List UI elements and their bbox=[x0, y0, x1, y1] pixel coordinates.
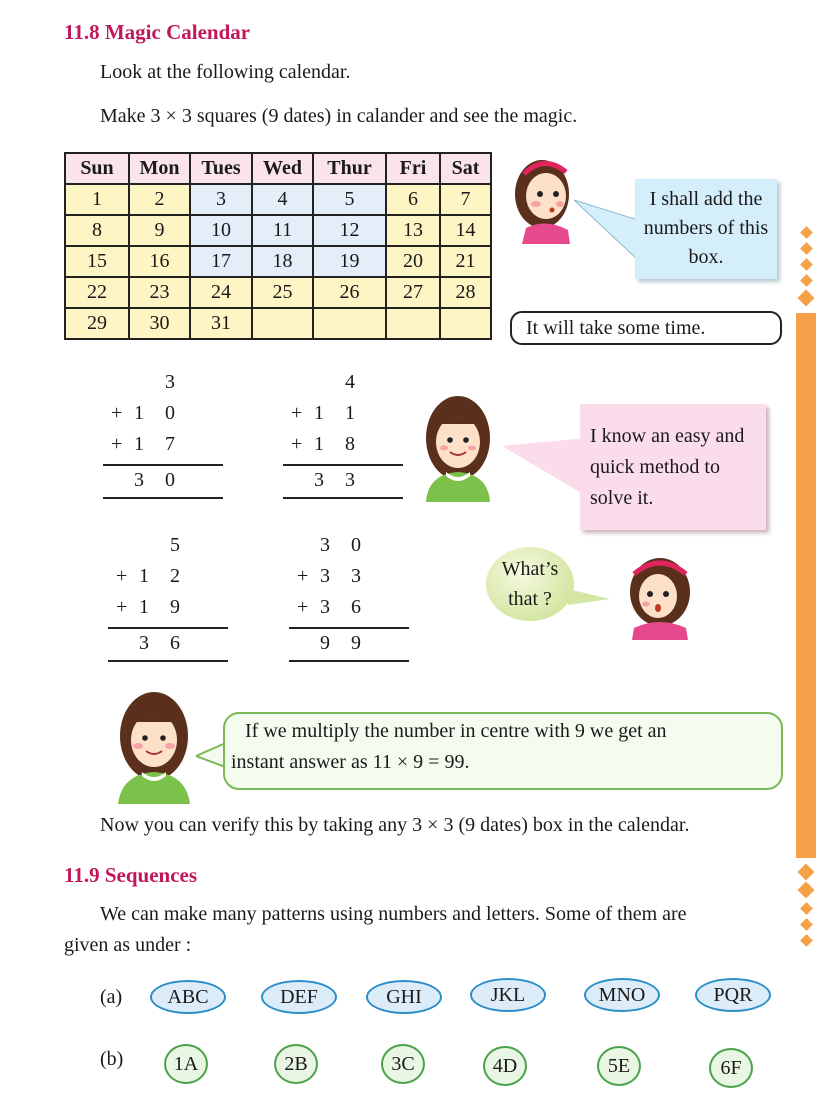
speech-tail bbox=[500, 430, 590, 500]
sum-top: 3 0 bbox=[320, 534, 369, 556]
sum-result: 3 3 bbox=[314, 469, 363, 491]
sum-addend: 1 7 bbox=[134, 433, 183, 455]
calendar-cell bbox=[386, 308, 440, 339]
calendar-header-wed: Wed bbox=[252, 153, 313, 184]
plus-sign: + bbox=[291, 402, 303, 424]
calendar-cell: 9 bbox=[129, 215, 190, 246]
answer-line-1: If we multiply the number in centre with 9 we get an bbox=[245, 720, 667, 742]
calendar-cell: 24 bbox=[190, 277, 252, 308]
calendar-cell: 26 bbox=[313, 277, 386, 308]
addition-sum-3 bbox=[108, 534, 228, 662]
girl-thinking-illustration bbox=[512, 152, 576, 244]
sequence-item: GHI bbox=[366, 980, 442, 1014]
calendar-cell: 30 bbox=[129, 308, 190, 339]
decorative-diamond bbox=[798, 882, 815, 899]
sequences-intro-line-1: We can make many patterns using numbers and letters. Some of them are bbox=[100, 903, 687, 925]
decorative-diamond bbox=[800, 226, 813, 239]
decorative-diamond bbox=[800, 902, 813, 915]
calendar-cell: 7 bbox=[440, 184, 491, 215]
plus-sign: + bbox=[111, 433, 123, 455]
calendar-cell bbox=[252, 308, 313, 339]
intro-text-2: Make 3 × 3 squares (9 dates) in calander and see the magic. bbox=[100, 105, 578, 127]
calendar-cell: 12 bbox=[313, 215, 386, 246]
sequence-item: 6F bbox=[709, 1048, 753, 1088]
decorative-diamond bbox=[800, 934, 813, 947]
calendar-cell: 11 bbox=[252, 215, 313, 246]
orange-side-bar bbox=[796, 313, 816, 858]
calendar-header-sun: Sun bbox=[65, 153, 129, 184]
speech-bubble-answer bbox=[223, 712, 783, 790]
calendar-cell: 19 bbox=[313, 246, 386, 277]
sequence-item: 1A bbox=[164, 1044, 208, 1084]
addition-sum-2 bbox=[283, 371, 403, 499]
plus-sign: + bbox=[116, 565, 128, 587]
calendar-cell: 5 bbox=[313, 184, 386, 215]
sum-result: 3 0 bbox=[134, 469, 183, 491]
calendar-row bbox=[65, 246, 491, 277]
calendar-header-mon: Mon bbox=[129, 153, 190, 184]
speech-tail bbox=[568, 585, 612, 611]
sum-top: 4 bbox=[345, 371, 363, 393]
calendar-cell: 14 bbox=[440, 215, 491, 246]
speech-bubble-whats: What’s that ? bbox=[486, 547, 574, 621]
answer-line-2: instant answer as 11 × 9 = 99. bbox=[231, 751, 470, 773]
plus-sign: + bbox=[297, 565, 309, 587]
calendar-row bbox=[65, 277, 491, 308]
calendar-cell: 28 bbox=[440, 277, 491, 308]
calendar-cell: 29 bbox=[65, 308, 129, 339]
sum-addend: 3 6 bbox=[320, 596, 369, 618]
calendar-cell bbox=[440, 308, 491, 339]
sequences-intro-line-2: given as under : bbox=[64, 934, 192, 956]
calendar-header-thur: Thur bbox=[313, 153, 386, 184]
addition-sum-4 bbox=[289, 534, 409, 662]
sequence-item: MNO bbox=[584, 978, 660, 1012]
sequence-label-b: (b) bbox=[100, 1048, 124, 1070]
sequence-item: 4D bbox=[483, 1046, 527, 1086]
speech-bubble-add: I shall add the numbers of this box. bbox=[635, 179, 777, 279]
calendar-cell: 8 bbox=[65, 215, 129, 246]
sum-addend: 3 3 bbox=[320, 565, 369, 587]
calendar-cell: 13 bbox=[386, 215, 440, 246]
girl-explaining-illustration bbox=[112, 686, 196, 804]
sum-addend: 1 0 bbox=[134, 402, 183, 424]
decorative-diamond bbox=[798, 290, 815, 307]
sum-result: 3 6 bbox=[139, 632, 188, 654]
addition-sum-1 bbox=[103, 371, 223, 499]
sequence-item: ABC bbox=[150, 980, 226, 1014]
calendar-cell: 4 bbox=[252, 184, 313, 215]
sum-addend: 1 8 bbox=[314, 433, 363, 455]
calendar-cell: 10 bbox=[190, 215, 252, 246]
sequence-label-a: (a) bbox=[100, 986, 123, 1008]
decorative-diamond bbox=[800, 918, 813, 931]
sequence-item: PQR bbox=[695, 978, 771, 1012]
calendar-cell: 23 bbox=[129, 277, 190, 308]
plus-sign: + bbox=[297, 596, 309, 618]
verify-text: Now you can verify this by taking any 3 × 3 (9 dates) box in the calendar. bbox=[100, 814, 690, 836]
sequence-item: DEF bbox=[261, 980, 337, 1014]
sequence-item: 5E bbox=[597, 1046, 641, 1086]
plus-sign: + bbox=[291, 433, 303, 455]
calendar-header-tues: Tues bbox=[190, 153, 252, 184]
calendar-cell: 21 bbox=[440, 246, 491, 277]
calendar-row bbox=[65, 215, 491, 246]
calendar-cell: 1 bbox=[65, 184, 129, 215]
sum-addend: 1 1 bbox=[314, 402, 363, 424]
calendar-row bbox=[65, 308, 491, 339]
girl-asking-illustration bbox=[624, 552, 696, 640]
calendar-cell: 15 bbox=[65, 246, 129, 277]
sequence-item: 2B bbox=[274, 1044, 318, 1084]
speech-tail bbox=[572, 198, 642, 268]
calendar-cell: 6 bbox=[386, 184, 440, 215]
calendar-row bbox=[65, 184, 491, 215]
calendar-header-fri: Fri bbox=[386, 153, 440, 184]
calendar-header-sat: Sat bbox=[440, 153, 491, 184]
calendar-cell: 31 bbox=[190, 308, 252, 339]
sum-addend: 1 9 bbox=[139, 596, 188, 618]
sum-result: 9 9 bbox=[320, 632, 369, 654]
calendar-cell: 18 bbox=[252, 246, 313, 277]
section-title-magic-calendar: 11.8 Magic Calendar bbox=[64, 20, 251, 44]
speech-bubble-time: It will take some time. bbox=[510, 311, 782, 345]
decorative-diamond bbox=[800, 242, 813, 255]
speech-bubble-know: I know an easy and quick method to solve it. bbox=[580, 404, 766, 530]
plus-sign: + bbox=[116, 596, 128, 618]
sequence-item: JKL bbox=[470, 978, 546, 1012]
decorative-diamond bbox=[800, 258, 813, 271]
sum-top: 3 bbox=[165, 371, 183, 393]
calendar-cell: 22 bbox=[65, 277, 129, 308]
section-title-sequences: 11.9 Sequences bbox=[64, 863, 198, 887]
decorative-diamond bbox=[798, 864, 815, 881]
calendar-cell: 17 bbox=[190, 246, 252, 277]
calendar-cell: 27 bbox=[386, 277, 440, 308]
calendar-cell: 16 bbox=[129, 246, 190, 277]
calendar-cell: 25 bbox=[252, 277, 313, 308]
sequence-item: 3C bbox=[381, 1044, 425, 1084]
sum-addend: 1 2 bbox=[139, 565, 188, 587]
decorative-diamond bbox=[800, 274, 813, 287]
plus-sign: + bbox=[111, 402, 123, 424]
calendar-cell bbox=[313, 308, 386, 339]
intro-text-1: Look at the following calendar. bbox=[100, 61, 351, 83]
calendar-cell: 3 bbox=[190, 184, 252, 215]
calendar-cell: 20 bbox=[386, 246, 440, 277]
calendar-cell: 2 bbox=[129, 184, 190, 215]
girl-smiling-illustration bbox=[418, 390, 498, 502]
sum-top: 5 bbox=[170, 534, 188, 556]
magic-calendar bbox=[64, 152, 492, 340]
